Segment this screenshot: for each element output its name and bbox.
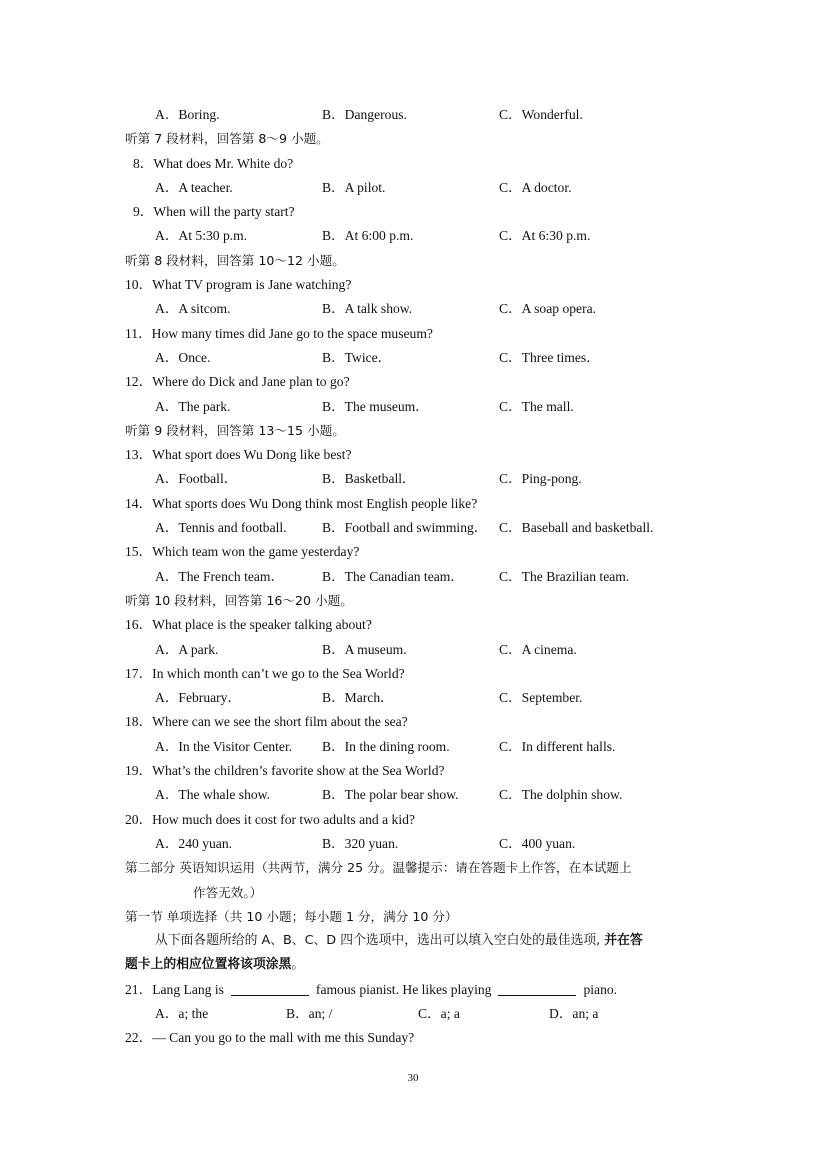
option-a: A．A sitcom. <box>155 301 231 317</box>
question-text: — Can you go to the mall with me this Sunday? <box>152 1030 415 1046</box>
question-row <box>0 759 826 783</box>
option-c: C．The mall. <box>499 398 574 414</box>
instruction-end: 。 <box>291 957 305 973</box>
option-d: D．an; a <box>549 1005 599 1021</box>
question-text: 10．What TV program is Jane watching? <box>125 277 352 293</box>
option-c: C．In different halls. <box>499 738 616 754</box>
question-row <box>0 152 826 176</box>
question-21-text <box>125 978 617 1002</box>
question-row <box>0 662 826 686</box>
option-b: B．The polar bear show. <box>322 787 459 803</box>
question-22 <box>0 1026 826 1050</box>
question-text: 12．Where do Dick and Jane plan to go? <box>125 374 350 390</box>
question-text: 20．How much does it cost for two adults and a kid? <box>125 811 415 827</box>
instruction-text <box>155 929 643 953</box>
option-b: B．In the dining room. <box>322 738 450 754</box>
section-header-text: 听第 10 段材料，回答第 16～20 小题。 <box>125 592 353 608</box>
instruction-bold-2: 题卡上的相应位置将该项涂黑 <box>125 957 292 973</box>
options-row <box>0 346 826 370</box>
listening-questions <box>0 103 826 856</box>
question-row <box>0 322 826 346</box>
question-22-text <box>125 1026 414 1050</box>
part2-title <box>0 856 826 880</box>
options-row <box>0 103 826 127</box>
instruction-line1 <box>0 929 826 953</box>
option-c: C．At 6:30 p.m. <box>499 228 591 244</box>
question-text: 13．What sport does Wu Dong like best? <box>125 447 352 463</box>
option-a: A．The park. <box>155 398 231 414</box>
option-a: A．February． <box>155 690 242 706</box>
option-a: A．The whale show. <box>155 787 271 803</box>
option-a: A．A teacher. <box>155 179 233 195</box>
question-text: 16．What place is the speaker talking about? <box>125 617 372 633</box>
options-row <box>0 565 826 589</box>
question-text: 18．Where can we see the short film about the sea? <box>125 714 408 730</box>
option-c: C．A soap opera. <box>499 301 597 317</box>
option-b: B．A talk show. <box>322 301 413 317</box>
question-number: 22． <box>125 1030 153 1046</box>
instruction-line2 <box>0 953 826 977</box>
option-b: B．A museum. <box>322 641 407 657</box>
answer-blank <box>498 981 576 996</box>
question-row <box>0 273 826 297</box>
option-c: C．The dolphin show. <box>499 787 623 803</box>
option-a: A．a; the <box>155 1005 209 1021</box>
instruction-bold: 并在答 <box>604 933 643 949</box>
part2-title-line1: 第二部分 英语知识运用（共两节，满分 25 分。温馨提示：请在答题卡上作答，在本试题上 <box>125 860 632 876</box>
question-number: 21． <box>125 981 153 997</box>
question-row <box>0 370 826 394</box>
option-c: C．Baseball and basketball. <box>499 520 654 536</box>
option-c: C．A doctor. <box>499 179 572 195</box>
question-text: piano. <box>583 981 618 997</box>
question-row <box>0 492 826 516</box>
section-header-text: 听第 7 段材料，回答第 8～9 小题。 <box>125 131 329 147</box>
option-c: C．Ping-pong. <box>499 471 582 487</box>
answer-blank <box>231 981 309 996</box>
option-b: B．Twice． <box>322 349 392 365</box>
option-a: A．A park. <box>155 641 219 657</box>
section-header-text: 听第 8 段材料，回答第 10～12 小题。 <box>125 252 345 268</box>
question-text: 8．What does Mr. White do? <box>133 155 294 171</box>
option-b: B．an; / <box>286 1005 333 1021</box>
option-a: A．At 5:30 p.m. <box>155 228 248 244</box>
options-row <box>0 516 826 540</box>
option-c: C．The Brazilian team. <box>499 568 630 584</box>
option-b: B．Dangerous. <box>322 107 407 122</box>
instruction-plain: 从下面各题所给的 A、B、C、D 四个选项中，选出可以填入空白处的最佳选项, <box>155 933 605 949</box>
options-row <box>0 638 826 662</box>
option-a: A．Tennis and football. <box>155 520 287 536</box>
option-b: B．Basketball． <box>322 471 416 487</box>
options-row <box>0 224 826 248</box>
options-row <box>0 686 826 710</box>
question-text: 15．Which team won the game yesterday? <box>125 544 360 560</box>
option-b: B．320 yuan. <box>322 835 399 851</box>
option-a: A．The French team． <box>155 568 285 584</box>
options-row <box>0 467 826 491</box>
option-a: A．Football． <box>155 471 238 487</box>
option-c: C．September. <box>499 690 583 706</box>
option-b: B．Football and swimming． <box>322 520 488 536</box>
listening-section-header <box>0 249 826 273</box>
question-21-options <box>0 1002 826 1026</box>
question-row <box>0 710 826 734</box>
option-c: C．A cinema. <box>499 641 577 657</box>
option-c: C．a; a <box>418 1005 460 1021</box>
instruction-text-2 <box>125 953 304 977</box>
question-text: Lang Lang is <box>152 981 224 997</box>
listening-section-header <box>0 419 826 443</box>
question-21 <box>0 978 826 1002</box>
question-row <box>0 200 826 224</box>
option-a: A．In the Visitor Center. <box>155 738 293 754</box>
question-text: 19．What’s the children’s favorite show at the Sea World? <box>125 763 445 779</box>
question-text: 14．What sports does Wu Dong think most English people like? <box>125 495 478 511</box>
options-row <box>0 832 826 856</box>
options-row <box>0 395 826 419</box>
option-b: B．At 6:00 p.m. <box>322 228 414 244</box>
option-c: C．Three times． <box>499 349 600 365</box>
question-text: 11．How many times did Jane go to the space museum? <box>125 325 433 341</box>
question-text: 9．When will the party start? <box>133 204 295 220</box>
section-header-text: 听第 9 段材料，回答第 13～15 小题。 <box>125 422 345 438</box>
part2-title-row2 <box>0 881 826 905</box>
question-text: famous pianist. He likes playing <box>315 981 492 997</box>
question-row <box>0 540 826 564</box>
question-row <box>0 613 826 637</box>
option-b: B．A pilot. <box>322 179 386 195</box>
option-a: A．Boring. <box>155 107 220 122</box>
option-b: B．The museum． <box>322 398 429 414</box>
part2-title-line2: 作答无效。） <box>193 884 263 900</box>
options-row <box>0 735 826 759</box>
option-c: C．400 yuan. <box>499 835 576 851</box>
question-row <box>0 443 826 467</box>
question-row <box>0 808 826 832</box>
page-number: 30 <box>407 1072 419 1084</box>
option-a: A．Once. <box>155 349 211 365</box>
option-b: B．The Canadian team． <box>322 568 464 584</box>
options-row <box>0 176 826 200</box>
option-b: B．March． <box>322 690 394 706</box>
options-row <box>0 297 826 321</box>
section1-title-text: 第一节 单项选择（共 10 小题；每小题 1 分，满分 10 分） <box>125 908 458 924</box>
option-c: C．Wonderful. <box>499 107 583 122</box>
listening-section-header <box>0 127 826 151</box>
section1-title <box>0 905 826 929</box>
listening-section-header <box>0 589 826 613</box>
question-text: 17．In which month can’t we go to the Sea World? <box>125 665 405 681</box>
exam-page <box>0 103 826 1051</box>
options-row <box>0 783 826 807</box>
option-a: A．240 yuan. <box>155 835 233 851</box>
